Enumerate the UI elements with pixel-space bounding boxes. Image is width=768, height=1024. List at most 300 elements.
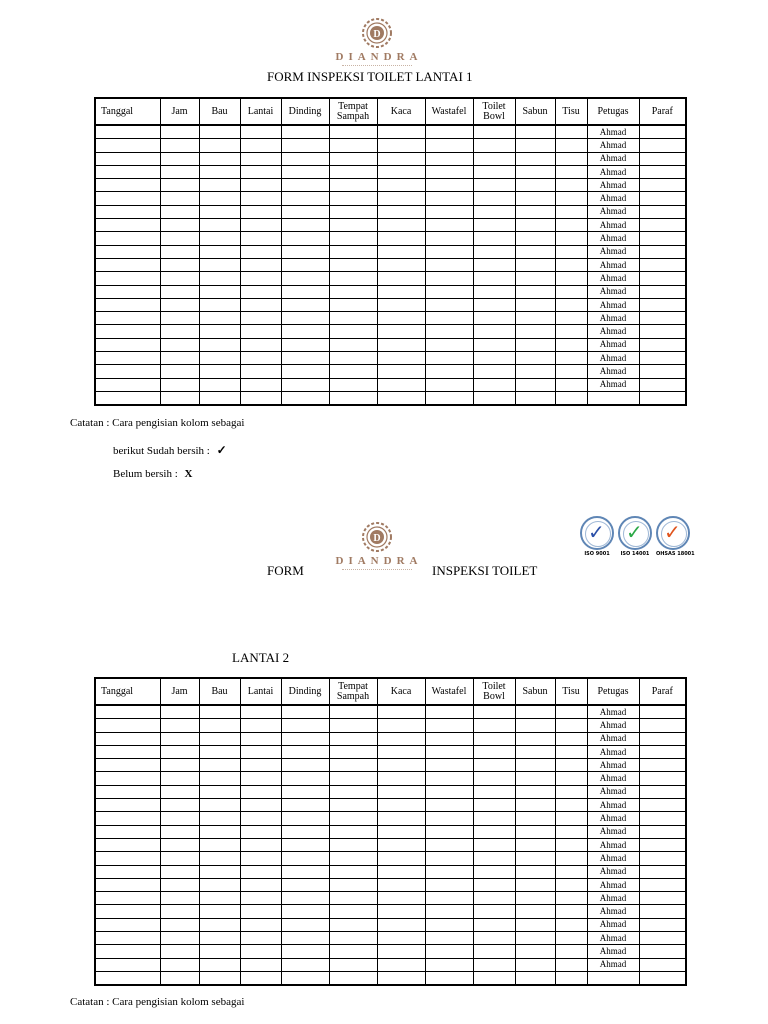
table-cell[interactable] — [281, 338, 329, 351]
table-cell[interactable] — [281, 298, 329, 311]
table-cell[interactable] — [639, 139, 686, 152]
table-cell[interactable] — [425, 125, 473, 139]
table-cell[interactable] — [95, 971, 160, 985]
table-cell[interactable] — [240, 179, 281, 192]
table-cell[interactable] — [240, 338, 281, 351]
table-cell[interactable] — [639, 732, 686, 745]
table-cell[interactable] — [639, 298, 686, 311]
table-cell[interactable] — [639, 825, 686, 838]
table-cell[interactable] — [515, 932, 555, 945]
table-cell[interactable] — [377, 905, 425, 918]
table-cell[interactable] — [329, 219, 377, 232]
table-cell[interactable] — [425, 892, 473, 905]
table-cell[interactable] — [240, 139, 281, 152]
petugas-cell[interactable]: Ahmad — [587, 852, 639, 865]
table-cell[interactable] — [377, 838, 425, 851]
table-cell[interactable] — [240, 958, 281, 971]
table-cell[interactable] — [240, 232, 281, 245]
table-cell[interactable] — [160, 298, 199, 311]
table-cell[interactable] — [240, 285, 281, 298]
table-cell[interactable] — [160, 352, 199, 365]
table-cell[interactable] — [555, 838, 587, 851]
table-cell[interactable] — [199, 785, 240, 798]
table-cell[interactable] — [281, 719, 329, 732]
table-cell[interactable] — [281, 905, 329, 918]
table-cell[interactable] — [199, 179, 240, 192]
table-cell[interactable] — [160, 785, 199, 798]
table-cell[interactable] — [515, 905, 555, 918]
table-cell[interactable] — [199, 799, 240, 812]
table-cell[interactable] — [639, 905, 686, 918]
table-cell[interactable] — [160, 865, 199, 878]
table-cell[interactable] — [639, 152, 686, 165]
table-cell[interactable] — [515, 219, 555, 232]
table-cell[interactable] — [240, 272, 281, 285]
table-cell[interactable] — [473, 325, 515, 338]
table-cell[interactable] — [515, 745, 555, 758]
table-cell[interactable] — [240, 892, 281, 905]
table-cell[interactable] — [199, 232, 240, 245]
table-cell[interactable] — [639, 759, 686, 772]
table-cell[interactable] — [515, 378, 555, 391]
table-cell[interactable] — [240, 298, 281, 311]
table-cell[interactable] — [281, 258, 329, 271]
table-cell[interactable] — [555, 391, 587, 405]
table-cell[interactable] — [329, 352, 377, 365]
table-cell[interactable] — [240, 125, 281, 139]
table-cell[interactable] — [639, 179, 686, 192]
table-cell[interactable] — [199, 192, 240, 205]
table-cell[interactable] — [160, 905, 199, 918]
table-cell[interactable] — [199, 838, 240, 851]
table-cell[interactable] — [639, 338, 686, 351]
table-cell[interactable] — [377, 918, 425, 931]
table-cell[interactable] — [377, 139, 425, 152]
table-cell[interactable] — [555, 125, 587, 139]
table-cell[interactable] — [377, 352, 425, 365]
table-cell[interactable] — [199, 165, 240, 178]
table-cell[interactable] — [240, 365, 281, 378]
table-cell[interactable] — [160, 179, 199, 192]
table-cell[interactable] — [240, 971, 281, 985]
table-cell[interactable] — [199, 312, 240, 325]
table-cell[interactable] — [473, 732, 515, 745]
table-cell[interactable] — [473, 312, 515, 325]
table-cell[interactable] — [377, 232, 425, 245]
table-cell[interactable] — [377, 192, 425, 205]
table-cell[interactable] — [160, 759, 199, 772]
table-cell[interactable] — [329, 179, 377, 192]
table-cell[interactable] — [240, 732, 281, 745]
table-cell[interactable] — [425, 745, 473, 758]
table-cell[interactable] — [199, 865, 240, 878]
table-cell[interactable] — [377, 179, 425, 192]
table-cell[interactable] — [473, 772, 515, 785]
table-cell[interactable] — [473, 971, 515, 985]
table-cell[interactable] — [329, 918, 377, 931]
table-cell[interactable] — [240, 745, 281, 758]
table-cell[interactable] — [639, 232, 686, 245]
table-cell[interactable] — [425, 232, 473, 245]
table-cell[interactable] — [473, 245, 515, 258]
table-cell[interactable] — [329, 812, 377, 825]
table-cell[interactable] — [199, 365, 240, 378]
table-cell[interactable] — [95, 852, 160, 865]
table-cell[interactable] — [515, 772, 555, 785]
table-cell[interactable] — [199, 971, 240, 985]
table-cell[interactable] — [240, 165, 281, 178]
table-cell[interactable] — [95, 298, 160, 311]
table-cell[interactable] — [329, 878, 377, 891]
table-cell[interactable] — [95, 192, 160, 205]
table-cell[interactable] — [329, 152, 377, 165]
petugas-cell[interactable]: Ahmad — [587, 179, 639, 192]
table-cell[interactable] — [555, 245, 587, 258]
table-cell[interactable] — [473, 932, 515, 945]
petugas-cell[interactable]: Ahmad — [587, 905, 639, 918]
table-cell[interactable] — [199, 285, 240, 298]
table-cell[interactable] — [240, 812, 281, 825]
table-cell[interactable] — [281, 865, 329, 878]
table-cell[interactable] — [160, 391, 199, 405]
table-cell[interactable] — [160, 139, 199, 152]
table-cell[interactable] — [425, 759, 473, 772]
table-cell[interactable] — [515, 139, 555, 152]
table-cell[interactable] — [199, 705, 240, 719]
table-cell[interactable] — [281, 165, 329, 178]
petugas-cell[interactable]: Ahmad — [587, 892, 639, 905]
table-cell[interactable] — [425, 958, 473, 971]
table-cell[interactable] — [199, 945, 240, 958]
petugas-cell[interactable]: Ahmad — [587, 812, 639, 825]
table-cell[interactable] — [160, 812, 199, 825]
table-cell[interactable] — [377, 285, 425, 298]
table-cell[interactable] — [95, 905, 160, 918]
petugas-cell[interactable]: Ahmad — [587, 258, 639, 271]
table-cell[interactable] — [515, 298, 555, 311]
table-cell[interactable] — [639, 312, 686, 325]
table-cell[interactable] — [555, 745, 587, 758]
table-cell[interactable] — [160, 705, 199, 719]
table-cell[interactable] — [329, 391, 377, 405]
petugas-cell[interactable]: Ahmad — [587, 865, 639, 878]
table-cell[interactable] — [240, 219, 281, 232]
table-cell[interactable] — [639, 785, 686, 798]
table-cell[interactable] — [425, 812, 473, 825]
table-cell[interactable] — [587, 391, 639, 405]
petugas-cell[interactable]: Ahmad — [587, 759, 639, 772]
table-cell[interactable] — [160, 945, 199, 958]
table-cell[interactable] — [160, 878, 199, 891]
table-cell[interactable] — [281, 878, 329, 891]
table-cell[interactable] — [515, 865, 555, 878]
table-cell[interactable] — [473, 352, 515, 365]
table-cell[interactable] — [240, 705, 281, 719]
table-cell[interactable] — [199, 298, 240, 311]
table-cell[interactable] — [639, 918, 686, 931]
table-cell[interactable] — [555, 258, 587, 271]
table-cell[interactable] — [240, 245, 281, 258]
petugas-cell[interactable]: Ahmad — [587, 838, 639, 851]
table-cell[interactable] — [377, 799, 425, 812]
table-cell[interactable] — [95, 785, 160, 798]
table-cell[interactable] — [160, 825, 199, 838]
table-cell[interactable] — [555, 192, 587, 205]
table-cell[interactable] — [639, 838, 686, 851]
table-cell[interactable] — [377, 785, 425, 798]
table-cell[interactable] — [160, 971, 199, 985]
table-cell[interactable] — [199, 892, 240, 905]
table-cell[interactable] — [555, 812, 587, 825]
table-cell[interactable] — [95, 152, 160, 165]
petugas-cell[interactable]: Ahmad — [587, 245, 639, 258]
table-cell[interactable] — [377, 705, 425, 719]
table-cell[interactable] — [329, 719, 377, 732]
table-cell[interactable] — [425, 179, 473, 192]
table-cell[interactable] — [425, 192, 473, 205]
table-cell[interactable] — [329, 312, 377, 325]
table-cell[interactable] — [473, 285, 515, 298]
table-cell[interactable] — [281, 918, 329, 931]
table-cell[interactable] — [425, 391, 473, 405]
table-cell[interactable] — [639, 352, 686, 365]
table-cell[interactable] — [425, 205, 473, 218]
table-cell[interactable] — [95, 865, 160, 878]
table-cell[interactable] — [377, 719, 425, 732]
table-cell[interactable] — [95, 745, 160, 758]
table-cell[interactable] — [555, 958, 587, 971]
table-cell[interactable] — [515, 325, 555, 338]
table-cell[interactable] — [281, 245, 329, 258]
table-cell[interactable] — [377, 258, 425, 271]
table-cell[interactable] — [377, 932, 425, 945]
table-cell[interactable] — [95, 719, 160, 732]
table-cell[interactable] — [555, 705, 587, 719]
table-cell[interactable] — [473, 258, 515, 271]
table-cell[interactable] — [473, 391, 515, 405]
table-cell[interactable] — [377, 958, 425, 971]
table-cell[interactable] — [95, 338, 160, 351]
table-cell[interactable] — [329, 232, 377, 245]
table-cell[interactable] — [281, 219, 329, 232]
table-cell[interactable] — [95, 705, 160, 719]
table-cell[interactable] — [329, 971, 377, 985]
table-cell[interactable] — [555, 918, 587, 931]
table-cell[interactable] — [425, 139, 473, 152]
table-cell[interactable] — [515, 812, 555, 825]
table-cell[interactable] — [425, 338, 473, 351]
table-cell[interactable] — [515, 971, 555, 985]
table-cell[interactable] — [515, 945, 555, 958]
table-cell[interactable] — [329, 298, 377, 311]
table-cell[interactable] — [95, 391, 160, 405]
table-cell[interactable] — [473, 139, 515, 152]
petugas-cell[interactable]: Ahmad — [587, 338, 639, 351]
table-cell[interactable] — [473, 298, 515, 311]
table-cell[interactable] — [329, 932, 377, 945]
table-cell[interactable] — [473, 705, 515, 719]
petugas-cell[interactable]: Ahmad — [587, 378, 639, 391]
table-cell[interactable] — [515, 799, 555, 812]
table-cell[interactable] — [473, 785, 515, 798]
petugas-cell[interactable]: Ahmad — [587, 732, 639, 745]
table-cell[interactable] — [281, 825, 329, 838]
table-cell[interactable] — [425, 918, 473, 931]
table-cell[interactable] — [473, 232, 515, 245]
table-cell[interactable] — [329, 125, 377, 139]
table-cell[interactable] — [515, 165, 555, 178]
table-cell[interactable] — [515, 719, 555, 732]
petugas-cell[interactable]: Ahmad — [587, 325, 639, 338]
table-cell[interactable] — [199, 139, 240, 152]
petugas-cell[interactable]: Ahmad — [587, 878, 639, 891]
table-cell[interactable] — [377, 298, 425, 311]
table-cell[interactable] — [329, 705, 377, 719]
table-cell[interactable] — [281, 285, 329, 298]
table-cell[interactable] — [240, 258, 281, 271]
table-cell[interactable] — [199, 152, 240, 165]
table-cell[interactable] — [329, 865, 377, 878]
table-cell[interactable] — [425, 772, 473, 785]
table-cell[interactable] — [281, 799, 329, 812]
table-cell[interactable] — [377, 892, 425, 905]
table-cell[interactable] — [555, 799, 587, 812]
table-cell[interactable] — [639, 865, 686, 878]
table-cell[interactable] — [555, 785, 587, 798]
table-cell[interactable] — [639, 192, 686, 205]
table-cell[interactable] — [555, 759, 587, 772]
table-cell[interactable] — [329, 945, 377, 958]
table-cell[interactable] — [240, 945, 281, 958]
table-cell[interactable] — [95, 838, 160, 851]
table-cell[interactable] — [473, 958, 515, 971]
table-cell[interactable] — [555, 852, 587, 865]
petugas-cell[interactable]: Ahmad — [587, 152, 639, 165]
table-cell[interactable] — [377, 378, 425, 391]
table-cell[interactable] — [281, 772, 329, 785]
table-cell[interactable] — [473, 812, 515, 825]
table-cell[interactable] — [329, 772, 377, 785]
table-cell[interactable] — [515, 365, 555, 378]
table-cell[interactable] — [377, 852, 425, 865]
table-cell[interactable] — [639, 165, 686, 178]
table-cell[interactable] — [473, 378, 515, 391]
table-cell[interactable] — [639, 205, 686, 218]
table-cell[interactable] — [425, 365, 473, 378]
table-cell[interactable] — [199, 352, 240, 365]
table-cell[interactable] — [95, 205, 160, 218]
table-cell[interactable] — [281, 838, 329, 851]
table-cell[interactable] — [425, 838, 473, 851]
table-cell[interactable] — [473, 272, 515, 285]
table-cell[interactable] — [555, 945, 587, 958]
table-cell[interactable] — [515, 705, 555, 719]
table-cell[interactable] — [240, 352, 281, 365]
table-cell[interactable] — [473, 892, 515, 905]
petugas-cell[interactable]: Ahmad — [587, 298, 639, 311]
table-cell[interactable] — [473, 719, 515, 732]
table-cell[interactable] — [199, 905, 240, 918]
table-cell[interactable] — [377, 878, 425, 891]
table-cell[interactable] — [281, 232, 329, 245]
table-cell[interactable] — [425, 865, 473, 878]
table-cell[interactable] — [281, 352, 329, 365]
table-cell[interactable] — [281, 139, 329, 152]
table-cell[interactable] — [199, 878, 240, 891]
table-cell[interactable] — [160, 272, 199, 285]
table-cell[interactable] — [199, 759, 240, 772]
table-cell[interactable] — [160, 338, 199, 351]
table-cell[interactable] — [199, 272, 240, 285]
table-cell[interactable] — [473, 799, 515, 812]
table-cell[interactable] — [160, 245, 199, 258]
table-cell[interactable] — [199, 745, 240, 758]
table-cell[interactable] — [199, 378, 240, 391]
table-cell[interactable] — [515, 312, 555, 325]
table-cell[interactable] — [281, 812, 329, 825]
table-cell[interactable] — [199, 325, 240, 338]
table-cell[interactable] — [281, 892, 329, 905]
table-cell[interactable] — [95, 179, 160, 192]
table-cell[interactable] — [240, 312, 281, 325]
table-cell[interactable] — [425, 905, 473, 918]
table-cell[interactable] — [473, 918, 515, 931]
table-cell[interactable] — [199, 932, 240, 945]
table-cell[interactable] — [555, 232, 587, 245]
table-cell[interactable] — [95, 945, 160, 958]
table-cell[interactable] — [281, 378, 329, 391]
table-cell[interactable] — [473, 219, 515, 232]
table-cell[interactable] — [555, 179, 587, 192]
table-cell[interactable] — [199, 338, 240, 351]
table-cell[interactable] — [329, 759, 377, 772]
table-cell[interactable] — [199, 732, 240, 745]
table-cell[interactable] — [329, 192, 377, 205]
table-cell[interactable] — [329, 365, 377, 378]
table-cell[interactable] — [95, 139, 160, 152]
table-cell[interactable] — [329, 852, 377, 865]
table-cell[interactable] — [473, 179, 515, 192]
table-cell[interactable] — [160, 232, 199, 245]
table-cell[interactable] — [240, 799, 281, 812]
table-cell[interactable] — [160, 892, 199, 905]
table-cell[interactable] — [199, 852, 240, 865]
petugas-cell[interactable]: Ahmad — [587, 932, 639, 945]
petugas-cell[interactable]: Ahmad — [587, 165, 639, 178]
table-cell[interactable] — [329, 785, 377, 798]
table-cell[interactable] — [515, 852, 555, 865]
table-cell[interactable] — [425, 352, 473, 365]
table-cell[interactable] — [95, 892, 160, 905]
table-cell[interactable] — [555, 205, 587, 218]
table-cell[interactable] — [329, 799, 377, 812]
table-cell[interactable] — [473, 192, 515, 205]
table-cell[interactable] — [160, 192, 199, 205]
table-cell[interactable] — [515, 245, 555, 258]
table-cell[interactable] — [160, 312, 199, 325]
table-cell[interactable] — [95, 958, 160, 971]
table-cell[interactable] — [281, 971, 329, 985]
table-cell[interactable] — [240, 759, 281, 772]
table-cell[interactable] — [515, 179, 555, 192]
table-cell[interactable] — [425, 732, 473, 745]
table-cell[interactable] — [639, 812, 686, 825]
table-cell[interactable] — [281, 391, 329, 405]
table-cell[interactable] — [425, 932, 473, 945]
table-cell[interactable] — [95, 799, 160, 812]
table-cell[interactable] — [329, 258, 377, 271]
table-cell[interactable] — [425, 272, 473, 285]
